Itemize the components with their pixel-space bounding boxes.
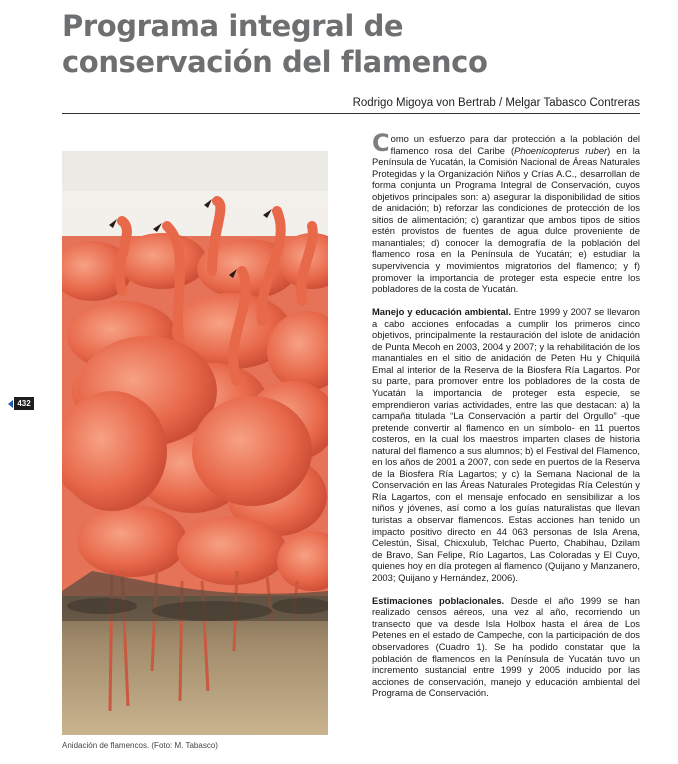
- intro-text-a: omo un esfuerzo para dar protección a la población del flamenco rosa del Caribe (: [390, 133, 640, 156]
- section-heading-population: Estimaciones poblacionales.: [372, 594, 505, 606]
- article-body: [372, 129, 640, 699]
- page-number: 432: [14, 397, 34, 410]
- drop-cap: C: [372, 129, 390, 157]
- management-text: Entre 1999 y 2007 se llevaron a cabo acciones enfocadas a cumplir los primeros cinco objetivos, principalmente la restauración del islote de anidación de Punta Mecoh en 2003, 2004 y 2007; y la rehabilitación de los manantiales en el sitio de anidación de Peten Hu y Chiquilá Emal al interior de la Reserva de la Biosfera Ría Lagartos. Por su parte, para promover entre los pobladores de la costa de Yucatán la importancia de proteger esta especie, se emprendieron varias actividades, entre las que destacan: a) la campaña titulada “La Conservación a partir del Orgullo” -que pretende convertir al flamenco en un símbolo- en 11 puertos costeros, en la cual los maestros imparten clases de historia natural del flamenco a sus alumnos; b) el Festival del Flamenco, en los años de 2001 a 2007, con sede en puertos de la Reserva de la Biosfera Ría Lagartos; y c) la Semana Nacional de la Conservación en las Áreas Naturales Protegidas Ría Celestún y Ría Lagartos, con el mensaje enfocado en sensibilizar a los niños y jóvenes, así como a los guías naturalistas que llevan turistas a observar flamencos. Estas acciones han tenido un impacto positivo directo en 44 063 personas de Isla Arena, Celestún, Sisal, Chicxulub, Telchac Puerto, Chabihau, Dzilam de Bravo, San Felipe, Río Lagartos, Las Coloradas y El Cuyo, quienes hoy en día protegen al flamenco (Quijano y Manzanero, 2003; Quijano y Hernández, 2006).: [372, 306, 640, 583]
- flamingo-photo: [62, 151, 328, 735]
- page-number-tab: [8, 397, 34, 411]
- population-text: Desde el año 1999 se han realizado censos aéreos, una vez al año, recorriendo un transecto que va desde Isla Holbox hasta el área de Los Petenes en el estado de Campeche, con la participación de dos observadores (Cuadro 1). Se ha podido constatar que la población de flamencos en la Península de Yucatán tuvo un incremento sustancial entre 1999 y 2005 inducido por las acciones de conservación, manejo y educación ambiental del Programa de Conservación.: [372, 594, 640, 699]
- page-arrow-icon: [8, 400, 13, 408]
- intro-text-b: ) en la Península de Yucatán, la Comisión Nacional de Áreas Naturales Protegidas y la Organización Niños y Crías A.C., desarrollan de forma conjunta un Programa Integral de Conservación, cuyos objetivos principales son: a) asegurar la disponibilidad de sitios de anidación; b) reforzar las condiciones de protección de los sitios de alimentación; c) garantizar que ambos tipos de sitios estén provistos de fuentes de agua dulce proveniente de manantiales; d) conocer la demografía de la población del flamenco rosa en la Península de Yucatán; e) estudiar la supervivencia y movimientos migratorios del flamenco; y f) promover la importancia de proteger esta especie entre los pobladores de la costa de Yucatán.: [372, 144, 640, 295]
- title-line-1: Programa integral de: [62, 9, 404, 43]
- article-title: [62, 8, 662, 80]
- paragraph-intro: [372, 129, 640, 295]
- paragraph-management: [372, 306, 640, 583]
- flamingo-nesting-image: [62, 151, 328, 735]
- header-divider: [62, 113, 640, 114]
- photo-caption: Anidación de flamencos. (Foto: M. Tabasco): [62, 741, 218, 750]
- article-authors: Rodrigo Migoya von Bertrab / Melgar Tabasco Contreras: [352, 97, 640, 109]
- species-name: Phoenicopterus ruber: [514, 144, 608, 156]
- section-heading-management: Manejo y educación ambiental.: [372, 306, 511, 318]
- title-line-2: conservación del flamenco: [62, 45, 488, 79]
- paragraph-population: [372, 595, 640, 699]
